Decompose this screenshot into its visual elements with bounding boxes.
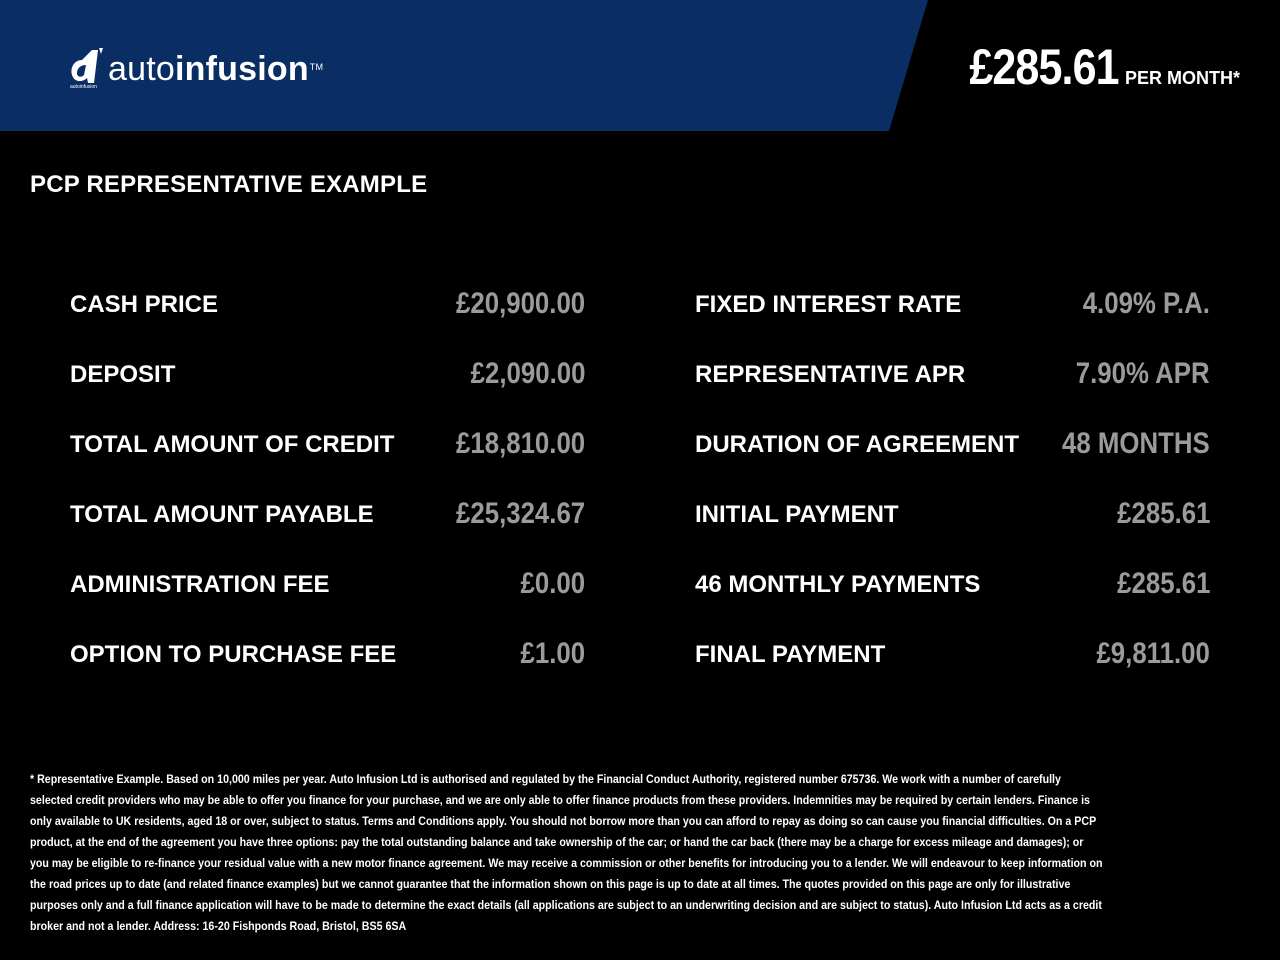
row-value: £2,090.00	[470, 357, 585, 390]
logo-wordmark-bold: infusion	[174, 50, 309, 88]
finance-row-admin-fee	[70, 567, 585, 611]
finance-row-apr	[695, 357, 1210, 401]
row-value: 7.90% APR	[1076, 357, 1210, 390]
row-label: INITIAL PAYMENT	[695, 501, 899, 528]
row-label: CASH PRICE	[70, 291, 219, 318]
per-month-label: PER MONTH*	[1124, 68, 1240, 88]
finance-row-final-payment	[695, 637, 1210, 681]
row-value: 48 MONTHS	[1062, 427, 1210, 460]
finance-row-monthly-payments	[695, 567, 1210, 611]
row-label: 46 MONTHLY PAYMENTS	[695, 571, 981, 598]
finance-row-cash-price	[70, 287, 585, 331]
row-value: £18,810.00	[455, 427, 585, 460]
brand-logo[interactable]	[68, 42, 323, 90]
row-label: TOTAL AMOUNT OF CREDIT	[70, 431, 395, 458]
section-title: PCP REPRESENTATIVE EXAMPLE	[30, 171, 428, 198]
row-label: TOTAL AMOUNT PAYABLE	[70, 501, 374, 528]
finance-row-deposit	[70, 357, 585, 401]
monthly-price: £285.61	[969, 39, 1119, 95]
row-value: £285.61	[1116, 497, 1210, 530]
row-value: £0.00	[520, 567, 585, 600]
row-value: 4.09% P.A.	[1082, 287, 1210, 320]
row-label: DURATION OF AGREEMENT	[695, 431, 1019, 458]
finance-row-duration	[695, 427, 1210, 471]
finance-row-option-fee	[70, 637, 585, 681]
row-label: REPRESENTATIVE APR	[695, 361, 966, 388]
ai-monogram-icon	[68, 46, 106, 90]
logo-trademark: TM	[309, 62, 324, 72]
row-label: OPTION TO PURCHASE FEE	[70, 641, 397, 668]
row-value: £1.00	[520, 637, 585, 670]
row-value: £20,900.00	[455, 287, 585, 320]
row-label: FIXED INTEREST RATE	[695, 291, 962, 318]
logo-wordmark-light: auto	[108, 50, 175, 88]
finance-row-total-payable	[70, 497, 585, 541]
finance-row-total-credit	[70, 427, 585, 471]
logo-small-text: autoinfusion	[70, 84, 97, 90]
logo-wordmark	[108, 52, 323, 86]
row-value: £25,324.67	[455, 497, 585, 530]
row-value: £9,811.00	[1096, 637, 1210, 670]
row-label: DEPOSIT	[70, 361, 176, 388]
monthly-price-header	[945, 38, 1240, 96]
finance-row-initial-payment	[695, 497, 1210, 541]
finance-row-interest-rate	[695, 287, 1210, 331]
row-value: £285.61	[1116, 567, 1210, 600]
row-label: ADMINISTRATION FEE	[70, 571, 330, 598]
disclaimer-text: * Representative Example. Based on 10,000 miles per year. Auto Infusion Ltd is authorised and regulated by the Financial Conduct Authority, registered number 675736. We work with a number of carefully selected credit providers who may be able to offer you finance for your purchase, and we are only able to offer finance products from these providers. Indemnities may be required by certain lenders. Finance is only available to UK residents, aged 18 or over, subject to status. Terms and Conditions apply. You should not borrow more than you can afford to repay as doing so can cause you financial difficulties. On a PCP product, at the end of the agreement you have three options: pay the total outstanding balance and take ownership of the car; or hand the car back (there may be a charge for excess mileage and damages); or you may be eligible to re-finance your residual value with a new motor finance agreement. We may receive a commission or other benefits for introducing you to a lender. We will endeavour to keep information on the road prices up to date (and related finance examples) but we cannot guarantee that the information shown on this page is up to date at all times. The quotes provided on this page are only for illustrative purposes only and a full finance application will have to be made to determine the exact details (all applications are subject to an underwriting decision and are subject to status). Auto Infusion Ltd acts as a credit broker and not a lender. Address: 16-20 Fishponds Road, Bristol, BS5 6SA	[30, 772, 1103, 933]
row-label: FINAL PAYMENT	[695, 641, 886, 668]
